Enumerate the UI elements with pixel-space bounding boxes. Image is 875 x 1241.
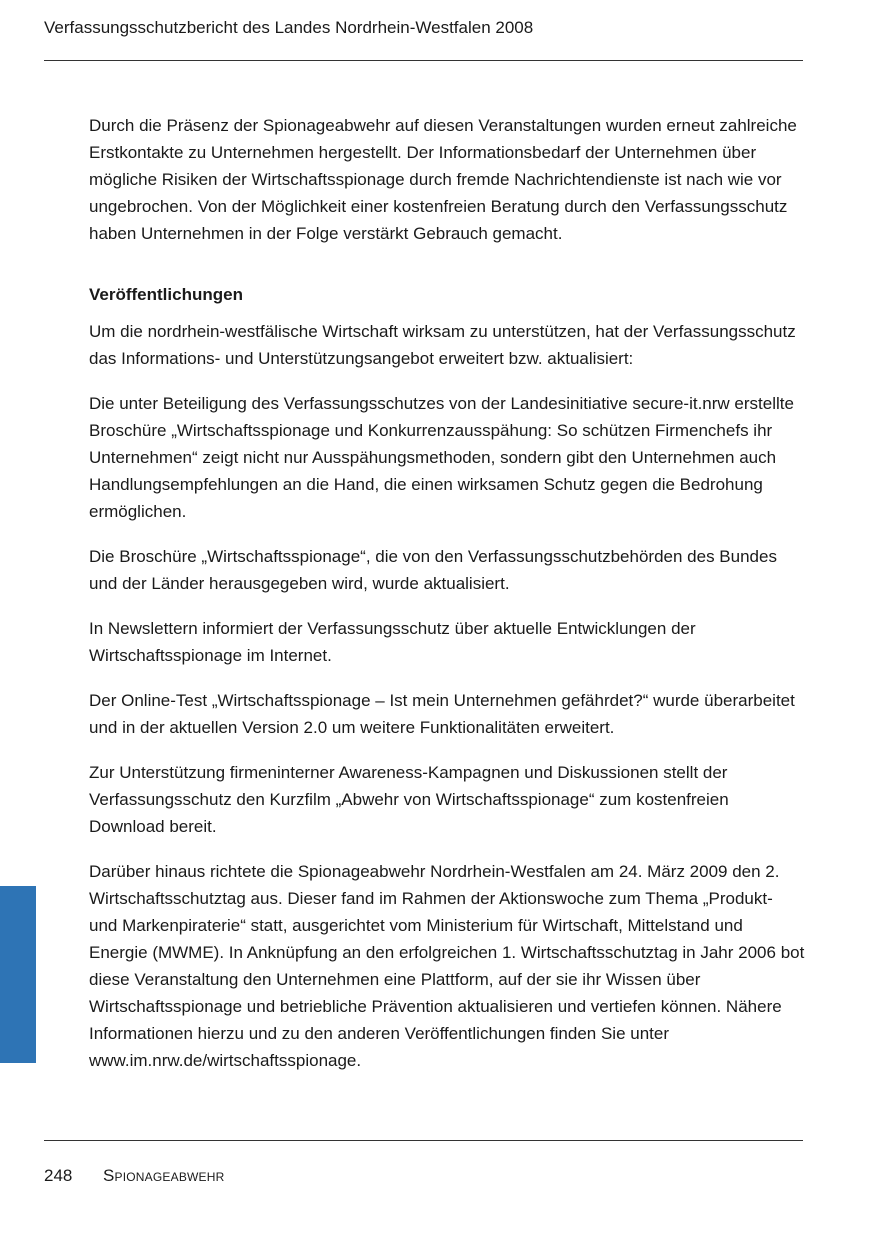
section-heading: Veröffentlichungen xyxy=(89,285,243,304)
page-number: 248 xyxy=(44,1166,73,1185)
running-header: Verfassungsschutzbericht des Landes Nordrhein-Westfalen 2008 xyxy=(44,18,534,37)
intro-paragraph: Durch die Präsenz der Spionageabwehr auf diesen Veranstaltungen wurden erneut zahlreiche Erstkontakte zu Unternehmen hergestellt. Der Informationsbedarf der Unternehmen über mögliche Risiken der Wirtschaftsspionage durch fremde Nachrichtendienste ist nach wie vor ungebrochen. Von der Möglichkeit einer kostenfreien Beratung durch den Verfassungsschutz haben Unternehmen in der Folge verstärkt Gebrauch gemacht. xyxy=(89,116,797,243)
paragraph: Die Broschüre „Wirtschaftsspionage“, die von den Verfassungsschutzbehörden des Bundes und der Länder herausgegeben wird, wurde aktualisiert. xyxy=(89,547,777,593)
header-rule xyxy=(44,60,803,61)
paragraph: Zur Unterstützung firmeninterner Awareness-Kampagnen und Diskussionen stellt der Verfassungsschutz den Kurzfilm „Abwehr von Wirtschaftsspionage“ zum kostenfreien Download bereit. xyxy=(89,763,729,836)
paragraph: Darüber hinaus richtete die Spionageabwehr Nordrhein-Westfalen am 24. März 2009 den 2. Wirtschaftsschutztag aus. Dieser fand im Rahmen der Aktionswoche zum Thema „Produkt- und Markenpiraterie“ statt, ausgerichtet vom Ministerium für Wirtschaft, Mittelstand und Energie (MWME). In Anknüpfung an den erfolgreichen 1. Wirtschaftsschutztag in Jahr 2006 bot diese Veranstaltung den Unternehmen eine Plattform, auf der sie ihr Wissen über Wirtschaftsspionage und betriebliche Prävention aktualisieren und vertiefen können. Nähere Informationen hierzu und zu den anderen Veröffentlichungen finden Sie unter www.im.nrw.de/wirtschaftsspionage. xyxy=(89,862,805,1070)
body-text xyxy=(89,112,805,1092)
footer-section-title: Spionageabwehr xyxy=(103,1166,225,1185)
paragraph: Die unter Beteiligung des Verfassungsschutzes von der Landesinitiative secure-it.nrw erstellte Broschüre „Wirtschaftsspionage und Konkurrenzausspähung: So schützen Firmenchefs ihr Unternehmen“ zeigt nicht nur Ausspähungsmethoden, sondern gibt den Unternehmen auch Handlungsempfehlungen an die Hand, die einen wirksamen Schutz gegen die Bedrohung ermöglichen. xyxy=(89,394,794,521)
chapter-side-tab xyxy=(0,886,36,1063)
footer-rule xyxy=(44,1140,803,1141)
paragraph: Der Online-Test „Wirtschaftsspionage – Ist mein Unternehmen gefährdet?“ wurde überarbeitet und in der aktuellen Version 2.0 um weitere Funktionalitäten erweitert. xyxy=(89,691,795,737)
paragraph: In Newslettern informiert der Verfassungsschutz über aktuelle Entwicklungen der Wirtschaftsspionage im Internet. xyxy=(89,619,696,665)
paragraph: Um die nordrhein-westfälische Wirtschaft wirksam zu unterstützen, hat der Verfassungsschutz das Informations- und Unterstützungsangebot erweitert bzw. aktualisiert: xyxy=(89,322,796,368)
